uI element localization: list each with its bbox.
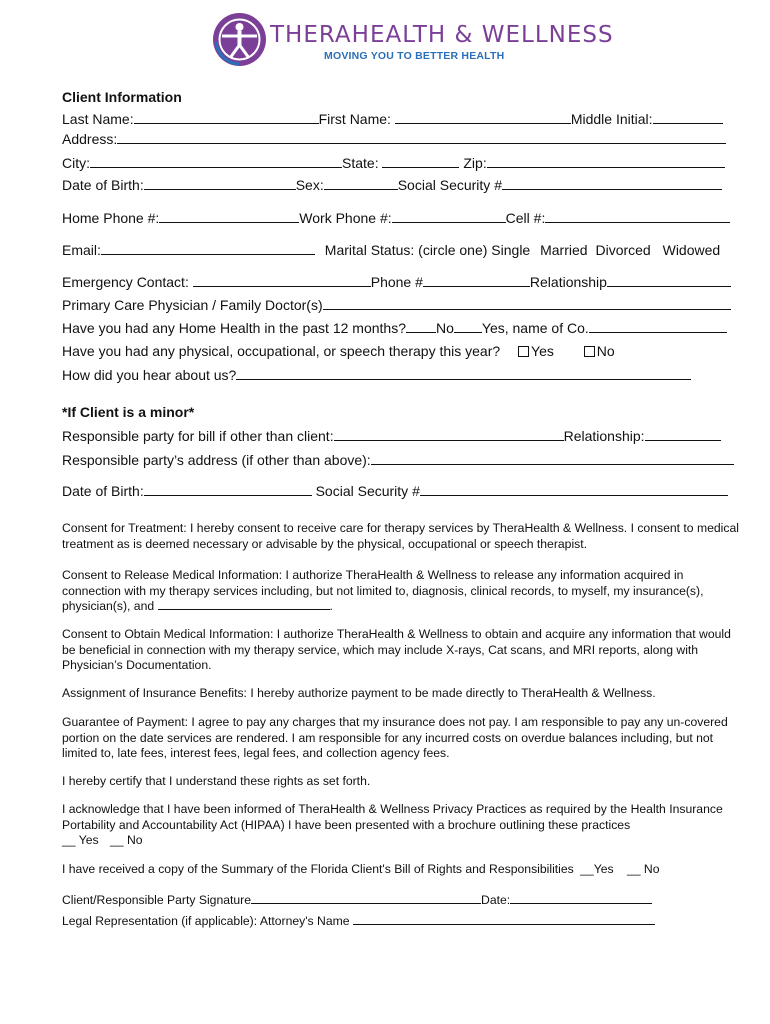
zip-label: Zip:: [463, 155, 487, 171]
city-field[interactable]: [90, 154, 342, 168]
marital-married[interactable]: Married: [540, 242, 588, 258]
first-name-label: First Name:: [318, 111, 391, 127]
last-name-field[interactable]: [134, 110, 319, 124]
pcp-label: Primary Care Physician / Family Doctor(s): [62, 297, 323, 313]
emergency-phone-label: Phone #: [370, 274, 423, 290]
brand-name: THERAHEALTH & WELLNESS: [270, 22, 614, 48]
home-health-question: Have you had any Home Health in the past 12 months?: [62, 320, 406, 336]
dob-label: Date of Birth:: [62, 177, 144, 193]
minor-dob-row: [62, 482, 728, 500]
marital-divorced[interactable]: Divorced: [595, 242, 651, 258]
middle-initial-field[interactable]: [653, 110, 723, 124]
responsible-relationship-label: Relationship:: [563, 428, 645, 444]
home-health-no-field[interactable]: [406, 319, 436, 333]
cell-field[interactable]: [545, 209, 730, 223]
emergency-contact-label: Emergency Contact:: [62, 274, 189, 290]
state-field[interactable]: [382, 154, 459, 168]
marital-status-label: Marital Status: (circle one) Single: [324, 242, 531, 258]
consent-release: [62, 568, 742, 615]
responsible-row: [62, 427, 721, 445]
home-health-yes-field[interactable]: [454, 319, 482, 333]
tagline: MOVING YOU TO BETTER HEALTH: [324, 50, 505, 62]
florida-yes-option[interactable]: __Yes: [580, 862, 614, 876]
home-health-row: [62, 319, 727, 337]
legal-field[interactable]: [353, 914, 655, 925]
work-phone-field[interactable]: [392, 209, 506, 223]
legal-row: [62, 914, 742, 930]
hipaa-yes-option[interactable]: __ Yes: [62, 833, 99, 847]
consent-assignment: Assignment of Insurance Benefits: I hereby authorize payment to be made directly to TheraHealth & Wellness.: [62, 686, 656, 700]
middle-initial-label: Middle Initial:: [570, 111, 653, 127]
consent-release-text: Consent to Release Medical Information: I authorize TheraHealth & Wellness to release any information acquired in connection with my therapy services including, but not limited to, diagnosis, clinical records, to myself, my insurance(s), physician(s), and: [62, 568, 704, 613]
minor-dob-field[interactable]: [144, 482, 312, 496]
zip-field[interactable]: [487, 154, 725, 168]
pcp-field[interactable]: [323, 296, 731, 310]
address-field[interactable]: [117, 130, 726, 144]
cell-label: Cell #:: [505, 210, 546, 226]
ssn-field[interactable]: [502, 176, 722, 190]
consent-guarantee: Guarantee of Payment: I agree to pay any charges that my insurance does not pay. I am responsible to pay any un-covered portion on the date services are rendered. I am responsible for any incurred costs on overdue balances including, but not limited to, late fees, interest fees, legal fees, and collection agency fees.: [62, 715, 728, 760]
home-health-no-label: No: [435, 320, 454, 336]
state-label: State:: [342, 155, 379, 171]
client-info-title: Client Information: [62, 89, 182, 105]
therapy-no-checkbox[interactable]: [584, 346, 595, 357]
sex-label: Sex:: [295, 177, 324, 193]
consent-hipaa-text: I acknowledge that I have been informed of TheraHealth & Wellness Privacy Practices as required by the Health Insurance Portability and Accountability Act (HIPAA) I have been presented with a brochure outlining these practices: [62, 802, 723, 832]
signature-row: [62, 893, 742, 909]
therapy-yes-label: Yes: [531, 343, 554, 359]
email-row: [62, 241, 720, 259]
ssn-label: Social Security #: [397, 177, 502, 193]
name-row: [62, 110, 723, 128]
minor-dob-label: Date of Birth:: [62, 483, 144, 499]
emergency-row: [62, 273, 731, 291]
signature-date-label: Date:: [481, 893, 511, 907]
florida-no-option[interactable]: __ No: [626, 862, 660, 876]
consent-hipaa: [62, 802, 742, 849]
work-phone-label: Work Phone #:: [299, 210, 392, 226]
consent-florida-text: I have received a copy of the Summary of the Florida Client's Bill of Rights and Responsibilities: [62, 862, 574, 876]
home-phone-label: Home Phone #:: [62, 210, 160, 226]
therapy-no-label: No: [596, 343, 615, 359]
address-label: Address:: [62, 131, 118, 147]
emergency-relationship-field[interactable]: [607, 273, 731, 287]
sex-field[interactable]: [324, 176, 398, 190]
responsible-party-field[interactable]: [334, 427, 564, 441]
responsible-address-row: [62, 451, 734, 469]
minor-title: *If Client is a minor*: [62, 404, 195, 420]
last-name-label: Last Name:: [62, 111, 134, 127]
therapy-row: [62, 343, 615, 360]
city-label: City:: [62, 155, 90, 171]
therapy-question: Have you had any physical, occupational, or speech therapy this year?: [62, 343, 501, 359]
address-row: [62, 130, 726, 148]
pcp-row: [62, 296, 731, 314]
hear-row: [62, 366, 691, 384]
responsible-relationship-field[interactable]: [645, 427, 721, 441]
consent-florida: [62, 862, 742, 878]
vitruvian-logo-icon: [212, 12, 267, 67]
hear-field[interactable]: [236, 366, 691, 380]
responsible-address-field[interactable]: [371, 451, 734, 465]
signature-date-field[interactable]: [510, 893, 652, 904]
email-field[interactable]: [101, 241, 315, 255]
consent-certify: I hereby certify that I understand these rights as set forth.: [62, 774, 371, 788]
signature-label: Client/Responsible Party Signature: [62, 893, 252, 907]
legal-label: Legal Representation (if applicable): Attorney's Name: [62, 914, 350, 928]
signature-field[interactable]: [251, 893, 481, 904]
home-health-company-field[interactable]: [589, 319, 727, 333]
emergency-contact-field[interactable]: [193, 273, 371, 287]
header: [212, 12, 614, 72]
responsible-address-label: Responsible party’s address (if other than above):: [62, 452, 371, 468]
consent-release-field[interactable]: [158, 599, 330, 610]
consent-treatment: Consent for Treatment: I hereby consent to receive care for therapy services by TheraHealth & Wellness. I consent to medical treatment as is deemed necessary or advisable by the physical, occupational or speech therapist.: [62, 521, 739, 551]
phone-row: [62, 209, 730, 227]
minor-ssn-field[interactable]: [420, 482, 728, 496]
consent-release-end: .: [329, 599, 333, 613]
responsible-party-label: Responsible party for bill if other than client:: [62, 428, 334, 444]
home-phone-field[interactable]: [159, 209, 299, 223]
home-health-yes-label: Yes, name of Co.: [481, 320, 589, 336]
hear-question: How did you hear about us?: [62, 367, 237, 383]
therapy-yes-checkbox[interactable]: [518, 346, 529, 357]
consent-obtain: Consent to Obtain Medical Information: I authorize TheraHealth & Wellness to obtain and acquire any information that would be beneficial in connection with my therapy service, which may include X-rays, Cat scans, and MRI reports, along with Physician’s Documentation.: [62, 627, 731, 672]
first-name-field[interactable]: [395, 110, 571, 124]
minor-ssn-label: Social Security #: [315, 483, 420, 499]
dob-field[interactable]: [144, 176, 296, 190]
emergency-relationship-label: Relationship: [529, 274, 607, 290]
city-row: [62, 154, 725, 172]
marital-widowed[interactable]: Widowed: [662, 242, 721, 258]
dob-row: [62, 176, 722, 194]
emergency-phone-field[interactable]: [423, 273, 530, 287]
email-label: Email:: [62, 242, 101, 258]
hipaa-no-option[interactable]: __ No: [110, 833, 143, 847]
